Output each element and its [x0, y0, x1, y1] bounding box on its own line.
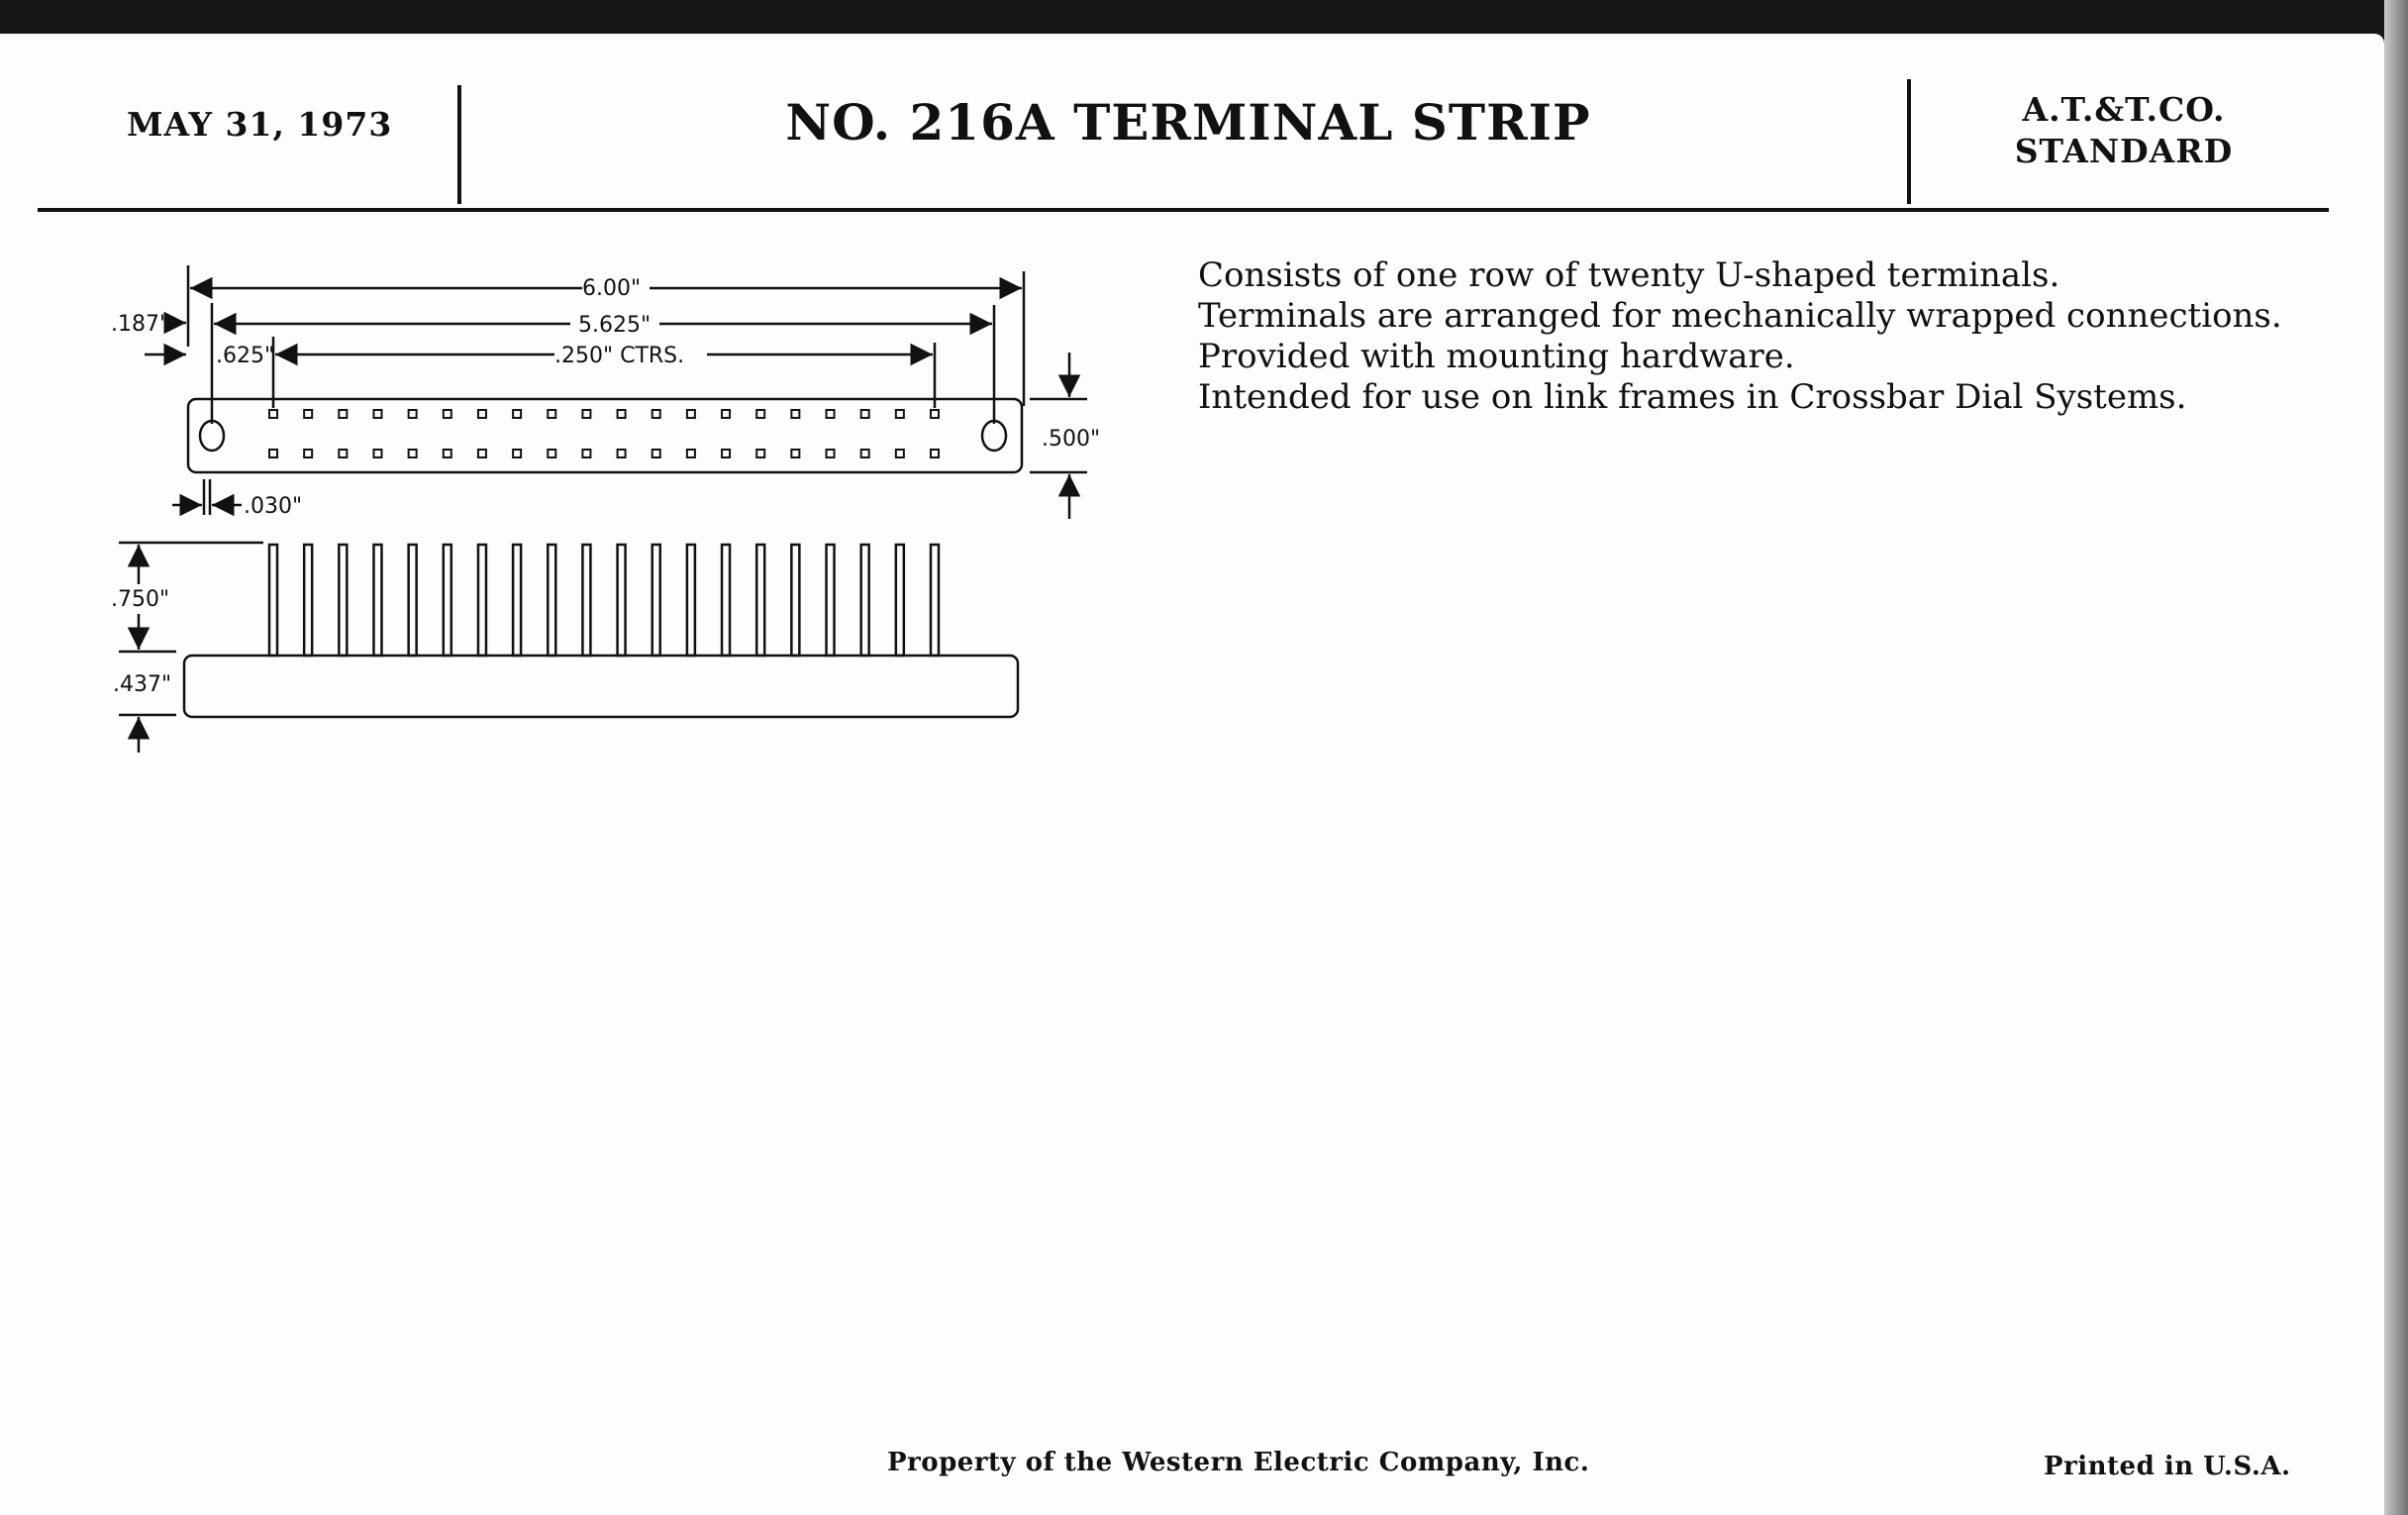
dim-label-overall: 6.00" — [582, 276, 642, 301]
printed-notice: Printed in U.S.A. — [2044, 1452, 2291, 1481]
terminal-hole — [896, 450, 904, 457]
terminal-hole — [722, 410, 730, 418]
terminal-pin — [304, 545, 312, 656]
terminal-hole — [618, 450, 626, 457]
terminal-pin — [756, 545, 764, 656]
terminal-pin — [339, 545, 347, 656]
terminal-hole — [444, 410, 452, 418]
terminal-hole — [513, 450, 521, 457]
dim-label-first-terminal: .625" — [216, 344, 275, 368]
terminal-pin — [582, 545, 590, 656]
mounting-hole — [982, 421, 1006, 451]
terminal-hole — [756, 450, 764, 457]
terminal-hole — [478, 410, 486, 418]
terminal-pin — [652, 545, 660, 656]
dim-label-spacing: .250" CTRS. — [554, 344, 685, 368]
terminal-hole — [304, 450, 312, 457]
terminal-hole — [444, 450, 452, 457]
description-line: Intended for use on link frames in Crossbar Dial Systems. — [1198, 377, 2187, 417]
terminal-hole — [791, 450, 799, 457]
terminal-pin — [409, 545, 417, 656]
terminal-pin — [444, 545, 452, 656]
terminal-hole — [652, 450, 660, 457]
terminal-hole — [269, 410, 277, 418]
terminal-hole — [687, 410, 695, 418]
terminal-hole — [478, 450, 486, 457]
terminal-hole — [791, 410, 799, 418]
terminal-hole — [827, 410, 835, 418]
dim-label-base-height: .437" — [113, 672, 172, 697]
dim-label-hole-centers: 5.625" — [578, 313, 652, 338]
terminal-hole — [861, 410, 869, 418]
standard-line-1: A.T.&T.CO. — [2022, 90, 2226, 129]
terminal-hole — [722, 450, 730, 457]
terminal-hole — [548, 410, 555, 418]
terminal-pin — [269, 545, 277, 656]
terminal-hole — [756, 410, 764, 418]
terminal-hole — [304, 410, 312, 418]
terminal-hole — [373, 450, 381, 457]
description-line: Provided with mounting hardware. — [1198, 337, 1795, 376]
strip-base-side-view — [184, 656, 1018, 717]
terminal-pin — [791, 545, 799, 656]
page-title: NO. 216A TERMINAL STRIP — [785, 93, 1591, 152]
dim-label-clearance: .030" — [244, 494, 303, 519]
dim-label-width: .500" — [1042, 427, 1101, 452]
dim-label-terminal-height: .750" — [111, 587, 170, 612]
issue-date: MAY 31, 1973 — [127, 105, 393, 144]
terminal-pin — [687, 545, 695, 656]
terminal-hole — [409, 450, 417, 457]
terminal-hole — [861, 450, 869, 457]
terminal-hole — [373, 410, 381, 418]
terminal-pin — [618, 545, 626, 656]
dim-label-end-offset: .187" — [111, 312, 170, 337]
terminal-hole — [582, 450, 590, 457]
terminal-hole — [931, 450, 939, 457]
property-notice: Property of the Western Electric Company, Inc. — [887, 1448, 1590, 1477]
terminal-pin — [513, 545, 521, 656]
terminal-hole — [339, 450, 347, 457]
mounting-hole — [200, 421, 224, 451]
terminal-pin — [548, 545, 555, 656]
terminal-hole — [582, 410, 590, 418]
terminal-pin — [478, 545, 486, 656]
terminal-pin — [373, 545, 381, 656]
terminal-pin — [722, 545, 730, 656]
terminal-pin — [861, 545, 869, 656]
terminal-hole — [618, 410, 626, 418]
terminal-hole — [409, 410, 417, 418]
terminal-hole — [548, 450, 555, 457]
standard-line-2: STANDARD — [2014, 132, 2234, 170]
terminal-hole — [827, 450, 835, 457]
terminal-hole — [339, 410, 347, 418]
terminal-pin — [896, 545, 904, 656]
terminal-hole — [896, 410, 904, 418]
terminal-hole — [269, 450, 277, 457]
terminal-hole — [931, 410, 939, 418]
terminal-hole — [652, 410, 660, 418]
terminal-pin — [827, 545, 835, 656]
terminal-hole — [513, 410, 521, 418]
terminal-pin — [931, 545, 939, 656]
terminal-pin-row — [269, 545, 939, 656]
description-line: Consists of one row of twenty U-shaped terminals. — [1198, 255, 2060, 295]
description-line: Terminals are arranged for mechanically wrapped connections. — [1198, 296, 2282, 336]
terminal-hole-rows — [269, 410, 939, 457]
terminal-hole — [687, 450, 695, 457]
